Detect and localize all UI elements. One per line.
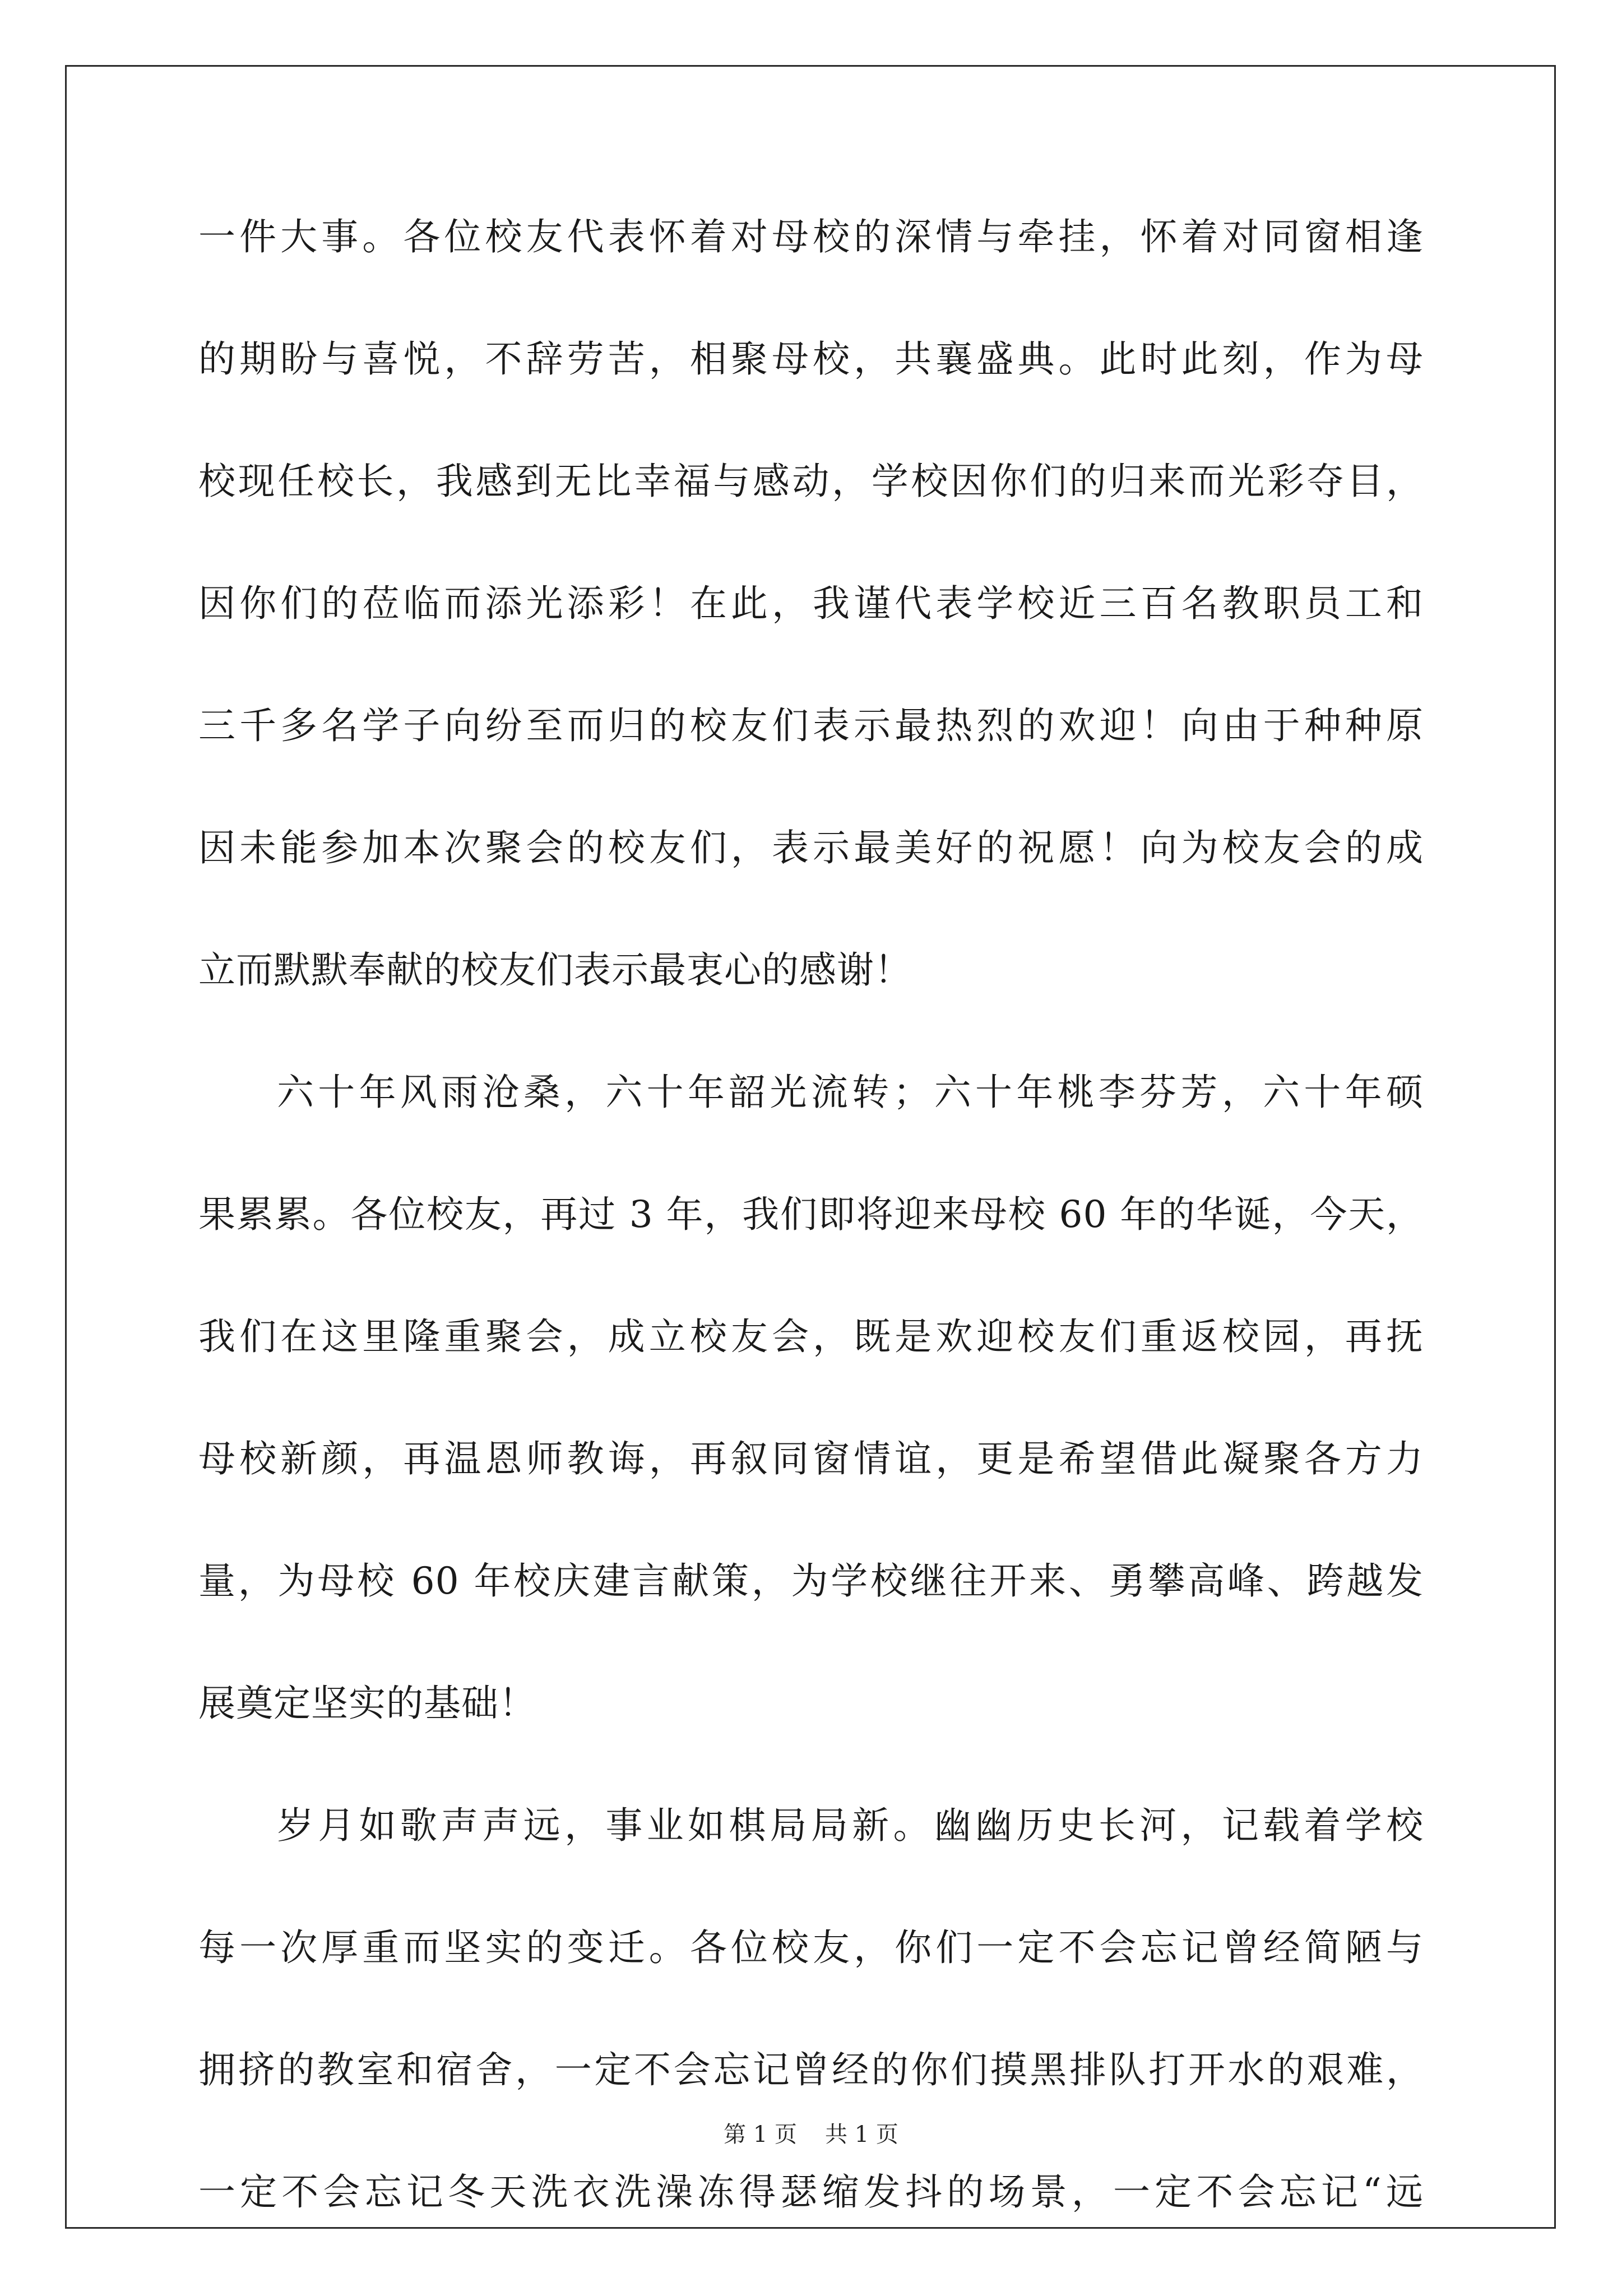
text-line: 每一次厚重而坚实的变迁。各位校友，你们一定不会忘记曾经简陋与 [198,1926,1424,1969]
text-line: 三千多名学子向纷至而归的校友们表示最热烈的欢迎！向由于种种原 [198,704,1424,747]
text-line: 校现任校长，我感到无比幸福与感动，学校因你们的归来而光彩夺目， [198,460,1424,503]
text-line: 立而默默奉献的校友们表示最衷心的感谢！ [198,948,912,992]
text-line: 一件大事。各位校友代表怀着对母校的深情与牵挂，怀着对同窗相逢 [198,215,1424,258]
text-line: 因未能参加本次聚会的校友们，表示最美好的祝愿！向为校友会的成 [198,826,1424,869]
text-line: 量，为母校 60 年校庆建言献策，为学校继往开来、勇攀高峰、跨越发 [198,1559,1424,1603]
text-line: 因你们的莅临而添光添彩！在此，我谨代表学校近三百名教职员工和 [198,582,1424,625]
page-footer [0,2117,1622,2149]
document-body [198,215,1424,2296]
text-line: 拥挤的教室和宿舍，一定不会忘记曾经的你们摸黑排队打开水的艰难， [198,2048,1424,2091]
text-line: 展奠定坚实的基础！ [198,1682,536,1725]
text-line: 果累累。各位校友，再过 3 年，我们即将迎来母校 60 年的华诞，今天， [198,1193,1424,1236]
text-line: 我们在这里隆重聚会，成立校友会，既是欢迎校友们重返校园，再抚 [198,1315,1424,1358]
page-number: 第 1 页 [724,2122,797,2147]
text-line: 的期盼与喜悦，不辞劳苦，相聚母校，共襄盛典。此时此刻，作为母 [198,337,1424,381]
page-total: 共 1 页 [825,2122,898,2147]
paragraph-start-line: 岁月如歌声声远，事业如棋局局新。幽幽历史长河，记载着学校 [277,1804,1424,1847]
text-line: 一定不会忘记冬天洗衣洗澡冻得瑟缩发抖的场景，一定不会忘记“远 [198,2170,1424,2214]
paragraph-start-line: 六十年风雨沧桑，六十年韶光流转；六十年桃李芬芳，六十年硕 [277,1071,1424,1114]
text-line: 母校新颜，再温恩师教诲，再叙同窗情谊，更是希望借此凝聚各方力 [198,1437,1424,1480]
